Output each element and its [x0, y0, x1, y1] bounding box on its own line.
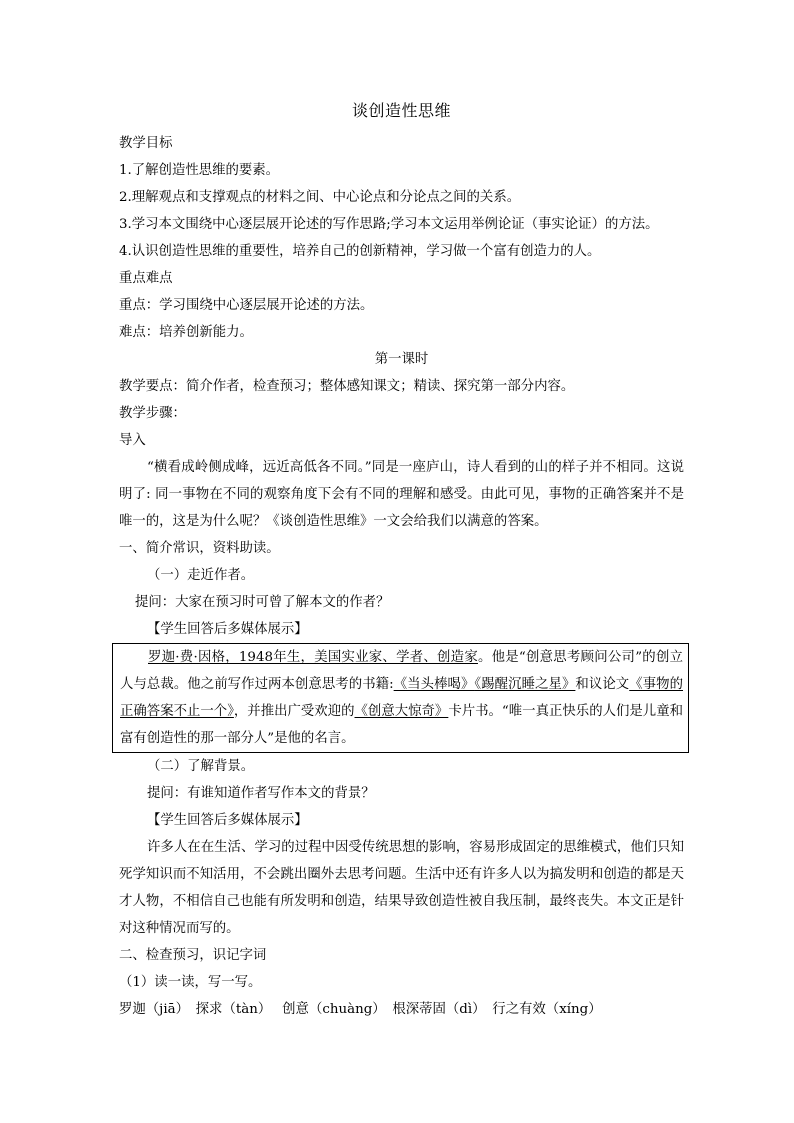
background-question: 提问：有谁知道作者写作本文的背景？	[147, 786, 375, 801]
objective-item: 3.学习本文围绕中心逐层展开论述的写作思路;学习本文运用举例论证（事实论证）的方法。	[119, 217, 659, 232]
intro-heading: 导入	[119, 433, 146, 448]
display-note: 【学生回答后多媒体展示】	[147, 813, 308, 828]
key-point-focus: 重点：学习围绕中心逐层展开论述的方法。	[119, 298, 374, 313]
book-title: 《事物的正确答案不止一个》	[120, 677, 683, 719]
objective-item: 2.理解观点和支撑观点的材料之间、中心论点和分论点之间的关系。	[119, 190, 521, 205]
page-title: 谈创造性思维	[351, 101, 451, 120]
section2-heading: 二、检查预习，识记字词	[119, 948, 267, 963]
book-title: 《当头棒喝》	[393, 677, 475, 692]
section2-subheading: （1）读一读，写一写。	[119, 975, 262, 990]
key-point-difficulty: 难点：培养创新能力。	[119, 325, 253, 340]
book-title: 《踢醒沉睡之星》	[474, 677, 576, 692]
author-question: 提问：大家在预习时可曾了解本文的作者？	[135, 595, 390, 610]
book-title: 《创意大惊奇》	[354, 704, 449, 719]
author-info-box	[112, 643, 689, 753]
lesson-points: 教学要点：简介作者，检查预习；整体感知课文；精读、探究第一部分内容。	[119, 379, 575, 394]
author-name: 罗迦·费·因格，1948年生，美国实业家、学者、创造家	[148, 650, 478, 665]
lesson-heading: 第一课时	[374, 352, 429, 367]
objective-item: 4.认识创造性思维的重要性，培养自己的创新精神，学习做一个富有创造力的人。	[119, 244, 601, 259]
vocabulary-words: 罗迦（jiā） 探求（tàn） 创意（chuàng） 根深蒂固（dì） 行之有效（xíng）	[119, 1002, 602, 1017]
key-points-heading: 重点难点	[119, 271, 173, 286]
intro-paragraph: “横看成岭侧成峰，远近高低各不同。”同是一座庐山，诗人看到的山的样子并不相同。这说明了: 同一事物在不同的观察角度下会有不同的理解和感受。由此可见，事物的正确答案并不是唯一的，这是为什么呢？《谈创造性思维》一文会给我们以满意的答案。	[119, 460, 684, 529]
lesson-steps: 教学步骤：	[119, 406, 186, 421]
background-paragraph: 许多人在在生活、学习的过程中因受传统思想的影响，容易形成固定的思维模式，他们只知死学知识而不知活用，不会跳出圈外去思考问题。生活中还有许多人以为搞发明和创造的都是天才人物，不相信自己也能有所发明和创造，结果导致创造性被自我压制，最终丧失。本文正是针对这种情况而写的。	[119, 840, 684, 936]
section1-heading: 一、简介常识，资料助读。	[119, 541, 280, 556]
objectives-heading: 教学目标	[119, 136, 173, 151]
objective-item: 1.了解创造性思维的要素。	[119, 163, 280, 178]
background-subheading: （二）了解背景。	[147, 759, 255, 774]
author-info-text: 罗迦·费·因格，1948年生，美国实业家、学者、创造家。他是“创意思考顾问公司”的创立人与总裁。他之前写作过两本创意思考的书籍:《当头棒喝》《踢醒沉睡之星》和议论文《事物的正确答案不止一个》，并推出广受欢迎的《创意大惊奇》卡片书。“唯一真正快乐的人们是儿童和富有创造性的那一部分人”是他的名言。	[120, 650, 683, 746]
display-note: 【学生回答后多媒体展示】	[147, 622, 308, 637]
author-subheading: （一）走近作者。	[147, 568, 255, 583]
